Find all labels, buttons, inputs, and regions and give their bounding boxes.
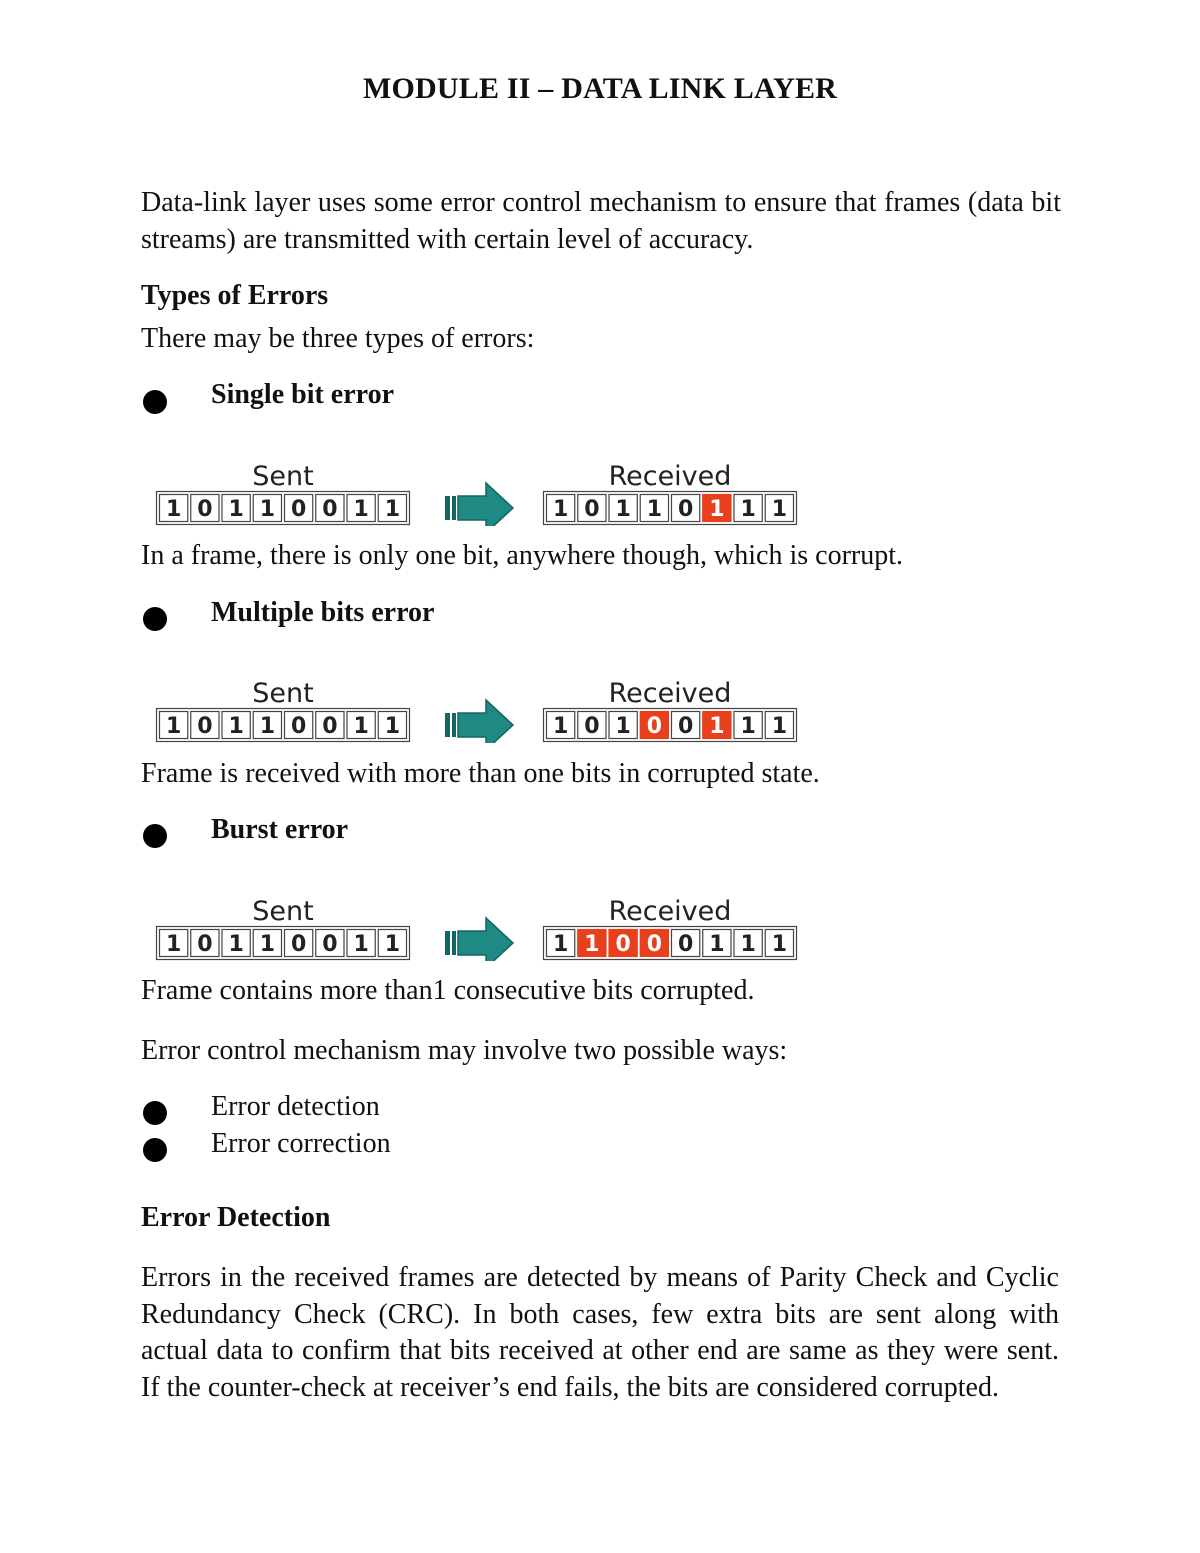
error-diagram: [155, 456, 800, 526]
bit-value: 1: [615, 714, 631, 739]
bit-value: 1: [353, 497, 369, 522]
bit-value: 0: [290, 932, 307, 957]
bit-value: 1: [353, 714, 369, 739]
transmit-arrow-icon: [445, 918, 513, 961]
sent-label: Sent: [252, 896, 314, 927]
error-diagram: [155, 673, 800, 743]
bit-value: 0: [677, 932, 694, 957]
bit-value: 0: [290, 714, 307, 739]
error-type-description: Frame contains more than1 consecutive bits corrupted.: [141, 975, 755, 1006]
page-title: MODULE II – DATA LINK LAYER: [362, 72, 838, 105]
transmit-arrow-icon: [445, 483, 513, 526]
bit-value: 1: [771, 932, 788, 957]
bit-value: 1: [740, 497, 756, 522]
bit-value: 1: [228, 932, 244, 957]
bit-value: 0: [322, 714, 338, 739]
bit-value: 1: [771, 497, 788, 522]
error-type-description: Frame is received with more than one bits in corrupted state.: [141, 758, 820, 789]
bit-value: 1: [552, 497, 569, 522]
bit-value: 1: [259, 497, 276, 522]
control-way-item: Error detection: [211, 1091, 380, 1122]
bit-value: 0: [197, 714, 213, 739]
detection-paragraph: Errors in the received frames are detected by means of Parity Check and Cyclic Redundancy Check (CRC). In both cases, few extra bits are sent along with actual data to confirm that bits received at other end are same as they were sent. If the counter-check at receiver’s end fails, the bits are considered corrupted.: [141, 1262, 1059, 1403]
bit-value: 1: [740, 932, 756, 957]
control-intro: Error control mechanism may involve two possible ways:: [141, 1035, 788, 1066]
types-intro: There may be three types of errors:: [141, 323, 535, 354]
bit-value: 0: [677, 497, 694, 522]
received-label: Received: [608, 461, 732, 492]
bullet-dot-icon: [143, 1138, 167, 1162]
error-type-name: Multiple bits error: [211, 597, 435, 628]
detection-heading: Error Detection: [141, 1202, 331, 1233]
bit-value: 0: [584, 497, 600, 522]
bit-value: 1: [552, 714, 569, 739]
bullet-dot-icon: [143, 607, 167, 631]
bit-value: 1: [353, 932, 369, 957]
bit-value: 1: [740, 714, 756, 739]
bit-value: 0: [646, 714, 663, 739]
bit-value: 1: [165, 714, 182, 739]
bit-value: 1: [259, 714, 276, 739]
bullet-dot-icon: [143, 1101, 167, 1125]
sent-label: Sent: [252, 461, 314, 492]
bit-value: 1: [709, 932, 725, 957]
bit-value: 1: [259, 932, 276, 957]
bit-value: 1: [228, 714, 244, 739]
bit-value: 0: [677, 714, 694, 739]
bit-value: 1: [552, 932, 569, 957]
bit-value: 1: [709, 497, 725, 522]
bit-value: 1: [384, 714, 401, 739]
bit-value: 1: [615, 497, 631, 522]
error-type-name: Single bit error: [211, 379, 395, 410]
error-type-description: In a frame, there is only one bit, anywhere though, which is corrupt.: [141, 540, 904, 571]
bit-value: 0: [290, 497, 307, 522]
error-diagram: [155, 891, 800, 961]
intro-paragraph: Data-link layer uses some error control mechanism to ensure that frames (data bit streams) are transmitted with certain level of accuracy.: [141, 187, 1061, 255]
bit-value: 1: [228, 497, 244, 522]
bit-value: 1: [771, 714, 788, 739]
bit-value: 1: [709, 714, 725, 739]
transmit-arrow-icon: [445, 700, 513, 743]
bullet-dot-icon: [143, 824, 167, 848]
bit-value: 1: [384, 932, 401, 957]
bit-value: 1: [646, 497, 663, 522]
received-label: Received: [608, 896, 732, 927]
bit-value: 0: [197, 932, 213, 957]
received-label: Received: [608, 678, 732, 709]
bit-value: 0: [615, 932, 631, 957]
bit-value: 0: [584, 714, 600, 739]
bit-value: 1: [165, 497, 182, 522]
bullet-dot-icon: [143, 390, 167, 414]
bit-value: 1: [384, 497, 401, 522]
bit-value: 0: [322, 497, 338, 522]
control-way-item: Error correction: [211, 1128, 391, 1159]
types-heading: Types of Errors: [141, 280, 329, 311]
bit-value: 0: [646, 932, 663, 957]
bit-value: 1: [165, 932, 182, 957]
error-type-name: Burst error: [211, 814, 349, 845]
sent-label: Sent: [252, 678, 314, 709]
bit-value: 0: [197, 497, 213, 522]
bit-value: 0: [322, 932, 338, 957]
bit-value: 1: [584, 932, 600, 957]
